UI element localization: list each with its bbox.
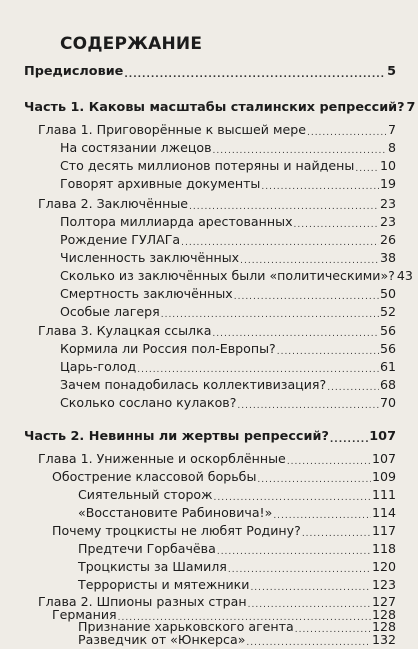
toc-entry-page: 70 bbox=[379, 395, 396, 410]
toc-entry-page: 107 bbox=[369, 429, 396, 444]
dot-leader bbox=[214, 486, 371, 504]
dot-leader bbox=[189, 195, 379, 213]
dot-leader bbox=[261, 175, 379, 193]
toc-entry-page: 10 bbox=[379, 158, 396, 173]
dot-leader bbox=[212, 322, 379, 340]
toc-entry bbox=[60, 249, 396, 267]
dot-leader bbox=[330, 428, 368, 446]
dot-leader bbox=[124, 63, 386, 81]
toc-entry-page: 132 bbox=[371, 632, 396, 647]
toc-entry bbox=[78, 631, 396, 649]
dot-leader bbox=[181, 231, 379, 249]
toc-entry-page: 118 bbox=[371, 541, 396, 556]
toc-entry-title: Зачем понадобилась коллективизация? bbox=[60, 377, 327, 392]
dot-leader bbox=[307, 121, 387, 139]
toc-entry bbox=[60, 267, 413, 285]
dot-leader bbox=[213, 139, 387, 157]
toc-entry-page: 128 bbox=[371, 619, 396, 635]
dot-leader bbox=[257, 468, 371, 486]
dot-leader bbox=[161, 303, 379, 321]
toc-entry-title: Сколько сослано кулаков? bbox=[60, 395, 237, 410]
toc-entry-page: 23 bbox=[379, 196, 396, 211]
toc-entry bbox=[60, 394, 396, 412]
toc-entry-page: 23 bbox=[379, 214, 396, 229]
toc-entry-title: Кормила ли Россия пол-Европы? bbox=[60, 341, 276, 356]
toc-entry-page: 114 bbox=[371, 505, 396, 520]
toc-entry bbox=[60, 285, 396, 303]
dot-leader bbox=[327, 376, 379, 394]
toc-entry bbox=[78, 486, 396, 504]
toc-entry bbox=[60, 340, 396, 358]
toc-entry-title: Троцкисты за Шамиля bbox=[78, 559, 227, 574]
toc-entry-page: 8 bbox=[387, 140, 396, 155]
toc-entry bbox=[60, 303, 396, 321]
dot-leader bbox=[294, 213, 379, 231]
toc-entry bbox=[38, 195, 396, 213]
toc-entry-page: 5 bbox=[387, 64, 396, 79]
dot-leader bbox=[137, 358, 379, 376]
toc-entry bbox=[78, 540, 396, 558]
toc-entry-page: 19 bbox=[379, 176, 396, 191]
toc-entry bbox=[24, 63, 396, 81]
toc-entry-title: Сколько из заключённых были «политическими»? bbox=[60, 268, 395, 283]
dot-leader bbox=[250, 576, 371, 594]
toc-entry bbox=[78, 558, 396, 576]
toc-entry-title: Говорят архивные документы bbox=[60, 176, 261, 191]
toc-entry bbox=[60, 157, 396, 175]
toc-entry-page: 52 bbox=[379, 304, 396, 319]
toc-entry-title: Предисловие bbox=[24, 64, 124, 79]
toc-entry-page: 56 bbox=[379, 341, 396, 356]
toc-entry bbox=[78, 504, 396, 522]
toc-entry-title: Сиятельный сторож bbox=[78, 487, 213, 502]
toc-entry-title: Признание харьковского агента bbox=[78, 619, 294, 635]
toc-entry bbox=[24, 428, 396, 446]
toc-entry-title: Часть 1. Каковы масштабы сталинских репрессий? bbox=[24, 100, 405, 115]
toc-entry-title: Террористы и мятежники bbox=[78, 577, 250, 592]
toc-entry-title: Предтечи Горбачёва bbox=[78, 541, 216, 556]
toc-entry bbox=[60, 139, 396, 157]
toc-entry-page: 68 bbox=[379, 377, 396, 392]
toc-entry-page: 56 bbox=[379, 323, 396, 338]
dot-leader bbox=[228, 558, 371, 576]
dot-leader bbox=[246, 631, 371, 649]
toc-entry-title: Глава 3. Кулацкая ссылка bbox=[38, 323, 212, 338]
toc-entry-page: 128 bbox=[371, 606, 396, 622]
toc-entry-page: 61 bbox=[379, 359, 396, 374]
toc-entry bbox=[60, 175, 396, 193]
toc-entry-title: Разведчик от «Юнкерса» bbox=[78, 632, 246, 647]
dot-leader bbox=[273, 504, 371, 522]
toc-entry bbox=[38, 121, 396, 139]
toc-entry-page: 117 bbox=[371, 523, 396, 538]
toc-entry-title: Особые лагеря bbox=[60, 304, 160, 319]
toc-entry-page: 43 bbox=[396, 268, 413, 283]
dot-leader bbox=[237, 394, 379, 412]
toc-entry bbox=[52, 468, 396, 486]
toc-entry-title: Почему троцкисты не любят Родину? bbox=[52, 523, 301, 538]
toc-entry-title: Численность заключённых bbox=[60, 250, 240, 265]
toc-entry-page: 123 bbox=[371, 577, 396, 592]
toc-entry-title: Германия bbox=[52, 606, 117, 622]
toc-entry bbox=[24, 99, 416, 117]
toc-entry-title: «Восстановите Рабиновича!» bbox=[78, 505, 273, 520]
toc-entry-title: Смертность заключённых bbox=[60, 286, 233, 301]
toc-entry-title: Глава 1. Униженные и оскорблённые bbox=[38, 451, 286, 466]
dot-leader bbox=[287, 450, 371, 468]
toc-entry-page: 26 bbox=[379, 232, 396, 247]
toc-entry-title: На состязании лжецов bbox=[60, 140, 212, 155]
toc-entry-title: Сто десять миллионов потеряны и найдены bbox=[60, 158, 355, 173]
dot-leader bbox=[277, 340, 379, 358]
toc-entry-title: Царь-голод bbox=[60, 359, 137, 374]
dot-leader bbox=[217, 540, 371, 558]
toc-entry-page: 7 bbox=[406, 100, 416, 115]
toc-entry bbox=[60, 358, 396, 376]
toc-entry bbox=[38, 450, 396, 468]
toc-entry-page: 38 bbox=[379, 250, 396, 265]
toc-entry bbox=[78, 576, 396, 594]
toc-entry-page: 50 bbox=[379, 286, 396, 301]
toc-entry-page: 120 bbox=[371, 559, 396, 574]
dot-leader bbox=[302, 522, 371, 540]
toc-entry-title: Полтора миллиарда арестованных bbox=[60, 214, 293, 229]
toc-entry-page: 109 bbox=[371, 469, 396, 484]
dot-leader bbox=[240, 249, 379, 267]
toc-entry-title: Глава 2. Заключённые bbox=[38, 196, 189, 211]
toc-entry bbox=[60, 231, 396, 249]
dot-leader bbox=[355, 157, 379, 175]
toc-entry bbox=[60, 213, 396, 231]
page-title: СОДЕРЖАНИЕ bbox=[60, 34, 203, 54]
toc-entry bbox=[60, 376, 396, 394]
toc-entry-title: Глава 2. Шпионы разных стран bbox=[38, 593, 247, 609]
toc-entry bbox=[38, 322, 396, 340]
dot-leader bbox=[234, 285, 379, 303]
toc-entry bbox=[52, 522, 396, 540]
toc-entry-title: Рождение ГУЛАГа bbox=[60, 232, 181, 247]
toc-entry-title: Глава 1. Приговорённые к высшей мере bbox=[38, 122, 306, 137]
toc-entry-title: Обострение классовой борьбы bbox=[52, 469, 257, 484]
toc-entry-page: 7 bbox=[387, 122, 396, 137]
toc-entry-title: Часть 2. Невинны ли жертвы репрессий? bbox=[24, 429, 329, 444]
toc-entry-page: 111 bbox=[371, 487, 396, 502]
toc-entry-page: 107 bbox=[371, 451, 396, 466]
toc-entry-page: 127 bbox=[371, 593, 396, 609]
